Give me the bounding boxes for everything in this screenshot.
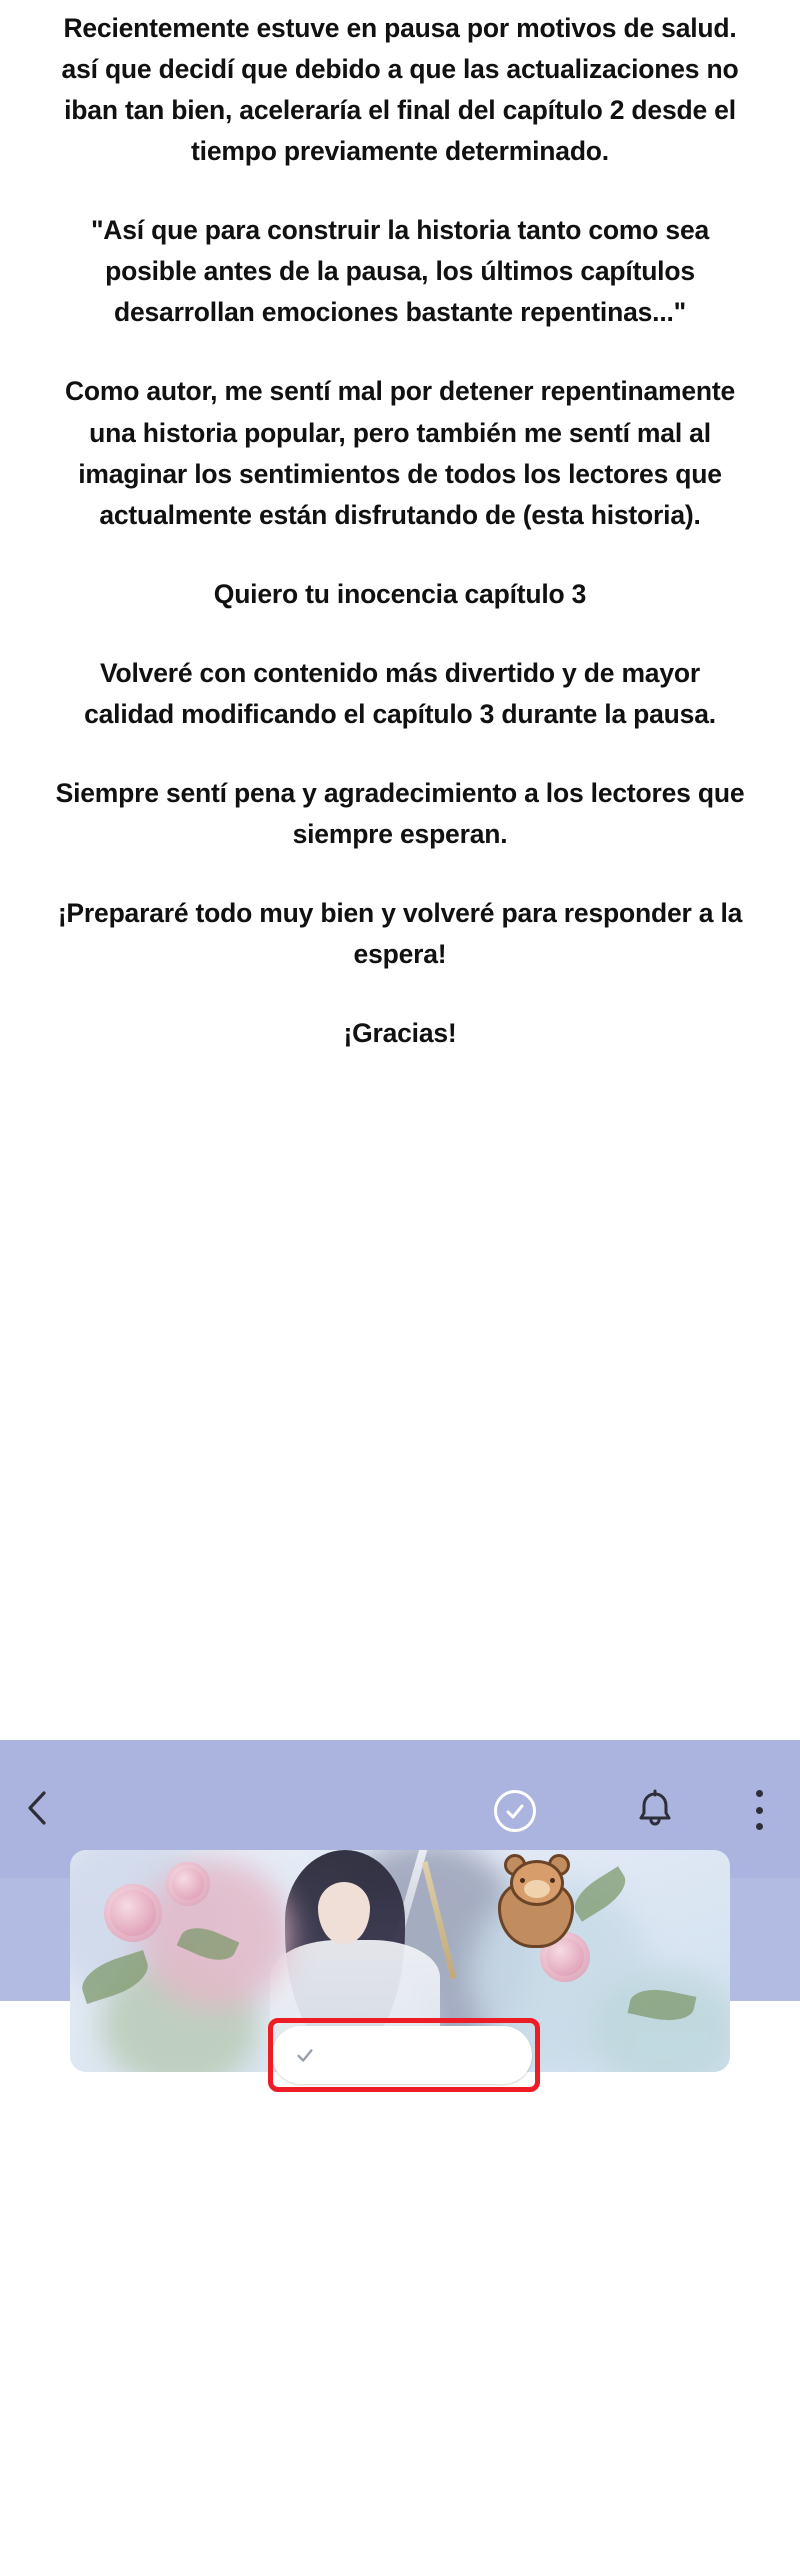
kebab-dot (756, 1823, 763, 1830)
bear-eye (550, 1878, 555, 1883)
bear-eye (520, 1878, 525, 1883)
announcement-paragraph: Como autor, me sentí mal por detener repentinamente una historia popular, pero también me sentí mal al imaginar los sentimientos de todos los lectores que actualmente están disfrutando de (esta historia). (64, 376, 736, 530)
kebab-dot (756, 1807, 763, 1814)
chevron-left-icon[interactable] (20, 1788, 54, 1828)
bear-muzzle (524, 1880, 550, 1898)
announcement-paragraph: ¡Gracias! (343, 1018, 457, 1049)
announcement-paragraph: "Así que para construir la historia tanto como sea posible antes de la pausa, los últimos capítulos desarrollan emociones bastante repentinas..." (90, 215, 710, 328)
bell-icon[interactable] (632, 1786, 678, 1834)
teddy-bear-sticker (488, 1858, 584, 1950)
announcement-paragraph: Volveré con contenido más divertido y de mayor calidad modificando el capítulo 3 durante la pausa. (84, 657, 716, 729)
announcement-text (0, 0, 800, 1054)
check-circle-icon[interactable] (494, 1790, 536, 1832)
announcement-paragraph: Recientemente estuve en pausa por motivos de salud. así que decidí que debido a que las actualizaciones no iban tan bien, aceleraría el final del capítulo 2 desde el tiempo previamente determinado. (61, 13, 739, 167)
kebab-menu-icon[interactable] (748, 1788, 770, 1832)
announcement-paragraph: Siempre sentí pena y agradecimiento a los lectores que siempre esperan. (55, 777, 745, 849)
art-rose (166, 1862, 210, 1906)
announcement-paragraph: Quiero tu inocencia capítulo 3 (213, 578, 587, 609)
kebab-dot (756, 1790, 763, 1797)
app-screenshot-panel (0, 1740, 800, 2560)
announcement-paragraph: ¡Prepararé todo muy bien y volveré para responder a la espera! (57, 898, 743, 970)
art-rose (104, 1884, 162, 1942)
red-highlight-box (268, 2018, 540, 2092)
